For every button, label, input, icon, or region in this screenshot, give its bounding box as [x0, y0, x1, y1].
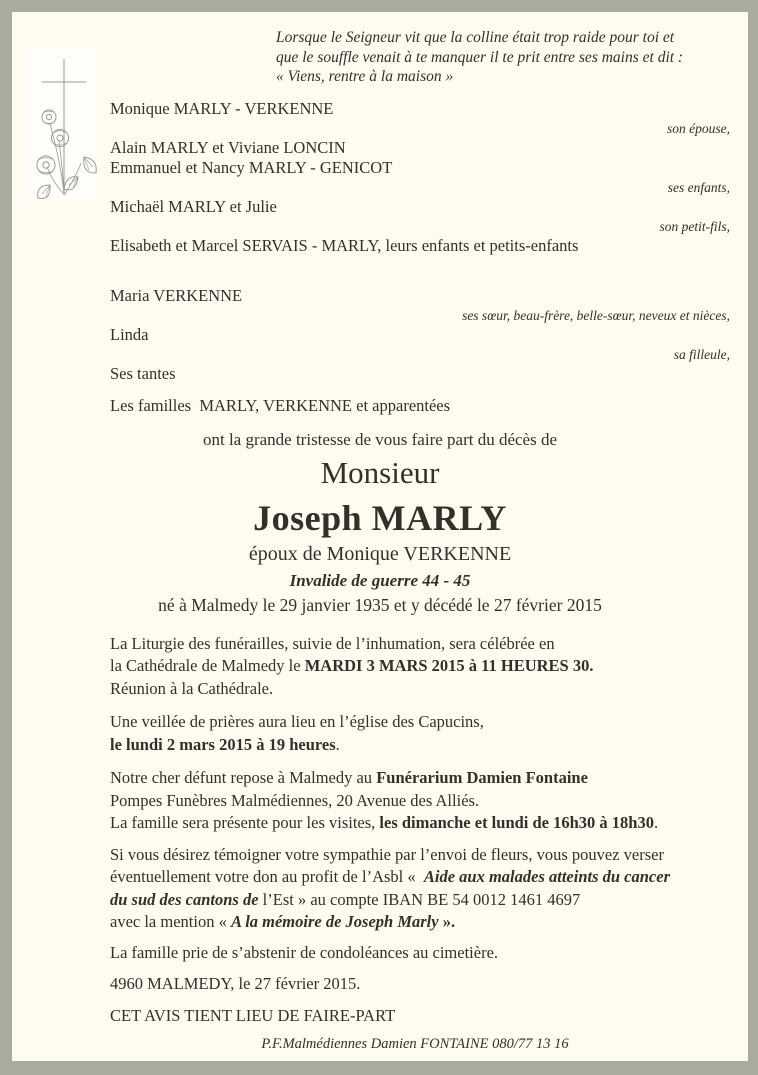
paragraph-city-date	[110, 973, 720, 996]
war-invalid-note: Invalide de guerre 44 - 45	[289, 570, 471, 590]
text-run: .	[335, 734, 340, 754]
mourners-list	[110, 99, 730, 416]
body-text	[110, 633, 720, 1055]
relation-label: ses enfants,	[667, 179, 730, 195]
paragraph-donations	[110, 844, 720, 934]
mourner-name: Alain MARLY et Viviane LONCIN	[110, 137, 346, 157]
relation-label: son petit-fils,	[659, 218, 730, 234]
relation-label: son épouse,	[667, 120, 730, 136]
text-run: Une veillée de prières aura lieu en l’église des Capucins,	[110, 712, 484, 731]
relation-label: ses sœur, beau-frère, belle-sœur, neveux et nièces,	[462, 307, 730, 323]
text-run-bold: MARDI 3 MARS 2015 à 11 HEURES 30.	[304, 656, 594, 675]
paragraph-no-condolences	[110, 942, 720, 965]
paragraph-vigil	[110, 711, 720, 756]
text-run-bold-italic: A la mémoire de Joseph Marly	[230, 912, 443, 931]
mourner-name: Monique MARLY - VERKENNE	[110, 98, 334, 118]
mourner-name: Emmanuel et Nancy MARLY - GENICOT	[110, 157, 393, 177]
epigraph	[276, 28, 728, 87]
paragraph-faire-part-notice	[110, 1005, 720, 1028]
text-run: 4960 MALMEDY, le 27 février 2015.	[110, 974, 361, 993]
spacer	[110, 256, 730, 286]
mourner-name: Maria VERKENNE	[110, 285, 243, 305]
cross-and-flowers-art	[26, 45, 98, 200]
cross-icon	[26, 45, 98, 200]
text-run: Notre cher défunt repose à Malmedy au	[110, 768, 377, 787]
mourner-name: Michaël MARLY et Julie	[110, 196, 277, 216]
text-run: éventuellement votre don au profit de l’Asbl «	[110, 867, 424, 886]
text-run: la Cathédrale de Malmedy le	[110, 656, 305, 675]
text-run-bold: les dimanche et lundi de 16h30 à 18h30	[379, 813, 654, 832]
funeral-home-contact: P.F.Malmédiennes Damien FONTAINE 080/77 13 16	[261, 1036, 569, 1052]
text-run: Si vous désirez témoigner votre sympathie par l’envoi de fleurs, vous pouvez verser	[110, 844, 664, 864]
mourner-name: Les familles MARLY, VERKENNE et apparentées	[110, 395, 451, 415]
paragraph-funerarium	[110, 767, 720, 835]
epigraph-line: « Viens, rentre à la maison »	[276, 68, 454, 85]
announcement-intro: ont la grande tristesse de vous faire part du décès de	[202, 429, 558, 449]
text-run: Pompes Funèbres Malmédiennes, 20 Avenue des Alliés.	[110, 790, 480, 810]
mourner-name: Elisabeth et Marcel SERVAIS - MARLY, leurs enfants et petits-enfants	[110, 235, 579, 255]
epigraph-line: que le souffle venait à te manquer il te prit entre ses mains et dit :	[276, 48, 684, 66]
paragraph-liturgy	[110, 633, 720, 701]
text-run: avec la mention «	[110, 912, 231, 931]
text-run: La famille sera présente pour les visites,	[110, 813, 380, 832]
deceased-name: Joseph MARLY	[253, 497, 507, 538]
text-run: l’Est » au compte IBAN BE 54 0012 1461 4697	[262, 889, 581, 909]
text-run: Réunion à la Cathédrale.	[110, 678, 274, 698]
mourner-name: Linda	[110, 324, 149, 344]
text-run-bold-italic: du sud des cantons de	[110, 889, 263, 909]
text-run-bold-italic: Aide aux malades atteints du cancer	[423, 867, 671, 886]
deceased-title: Monsieur	[320, 454, 440, 490]
birth-death-dates: né à Malmedy le 29 janvier 1935 et y décédé le 27 février 2015	[158, 594, 602, 615]
text-run: La famille prie de s’abstenir de condoléances au cimetière.	[110, 942, 499, 962]
text-run-bold: le lundi 2 mars 2015 à 19 heures	[110, 734, 336, 754]
text-run-bold: Funérarium Damien Fontaine	[376, 768, 588, 787]
relation-label: sa filleule,	[673, 346, 730, 362]
mourner-name: Ses tantes	[110, 363, 176, 383]
epigraph-line: Lorsque le Seigneur vit que la colline était trop raide pour toi et	[276, 29, 675, 46]
text-run: .	[654, 813, 659, 832]
text-run-bold: ».	[442, 912, 456, 931]
text-run: CET AVIS TIENT LIEU DE FAIRE-PART	[110, 1005, 396, 1025]
announcement-page	[12, 12, 748, 1061]
spouse-line: époux de Monique VERKENNE	[248, 542, 512, 565]
headline-block	[12, 429, 748, 618]
text-run: La Liturgie des funérailles, suivie de l’inhumation, sera célébrée en	[110, 633, 555, 653]
